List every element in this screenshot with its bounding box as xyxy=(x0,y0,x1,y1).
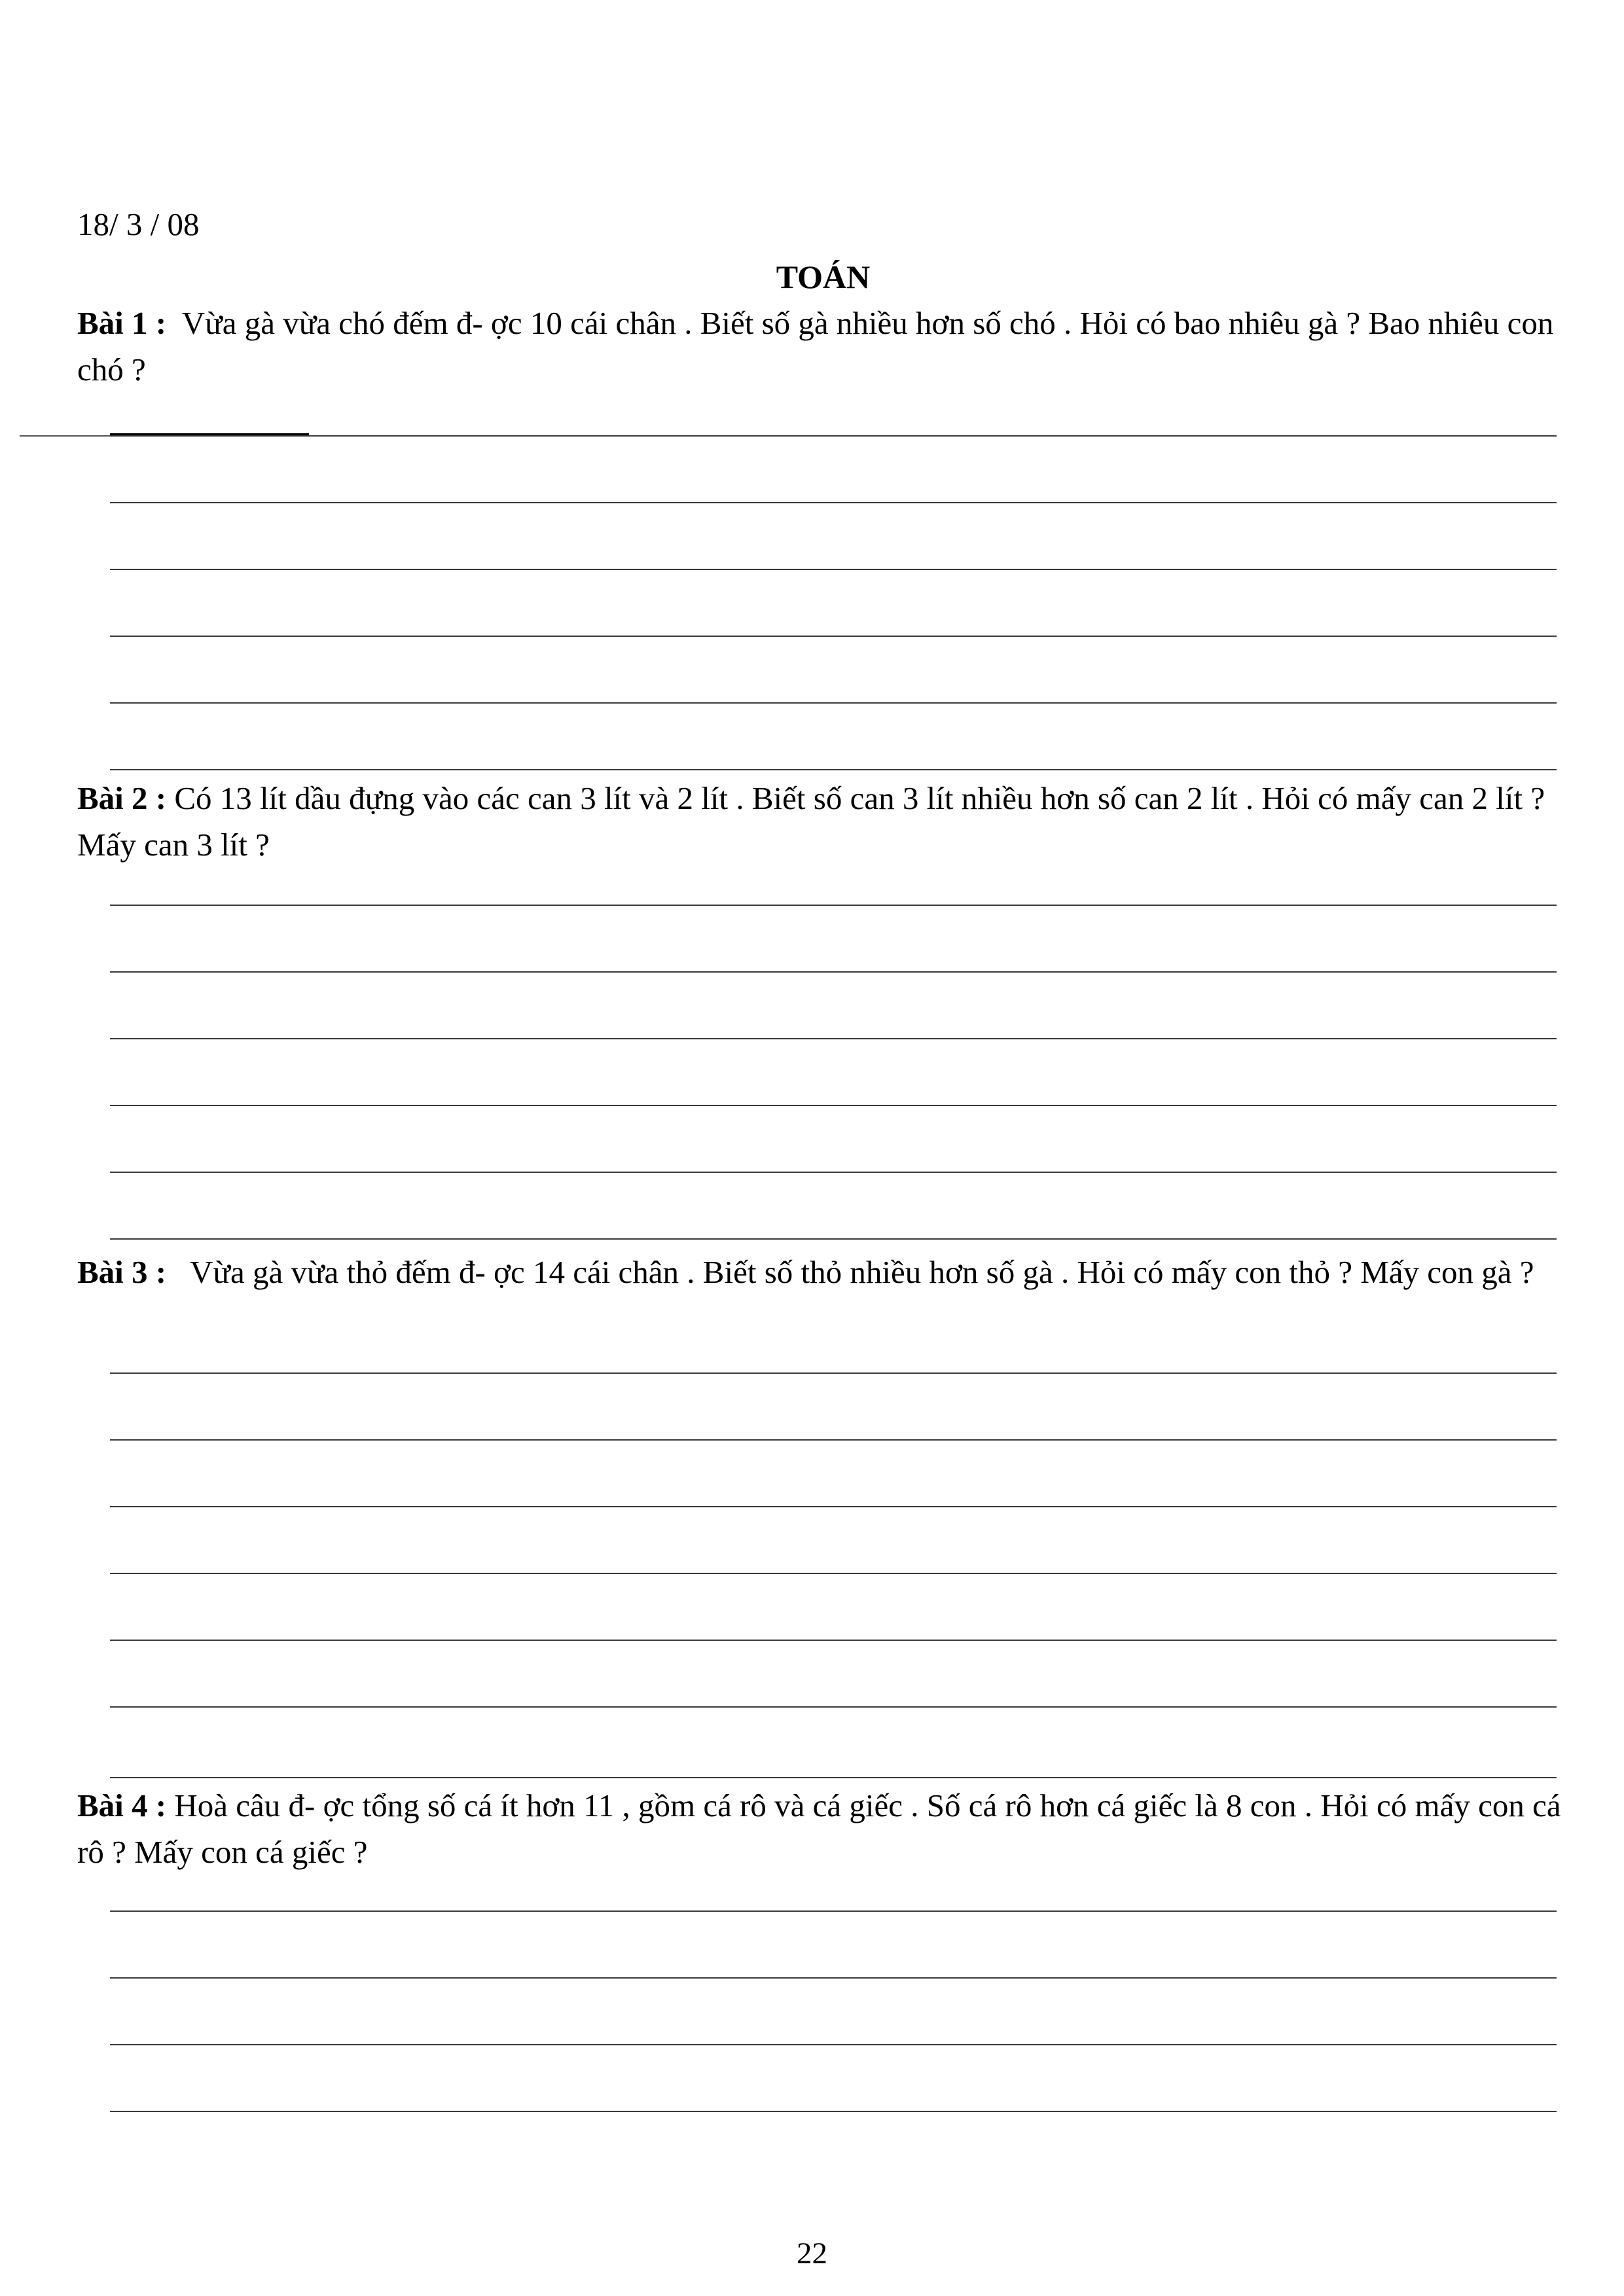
answer-line[interactable] xyxy=(110,2111,1557,2112)
problem-1-label: Bài 1 : xyxy=(77,305,167,341)
problem-2 xyxy=(77,775,1563,868)
problem-4-text: Hoà câu đ- ợc tổng số cá ít hơn 11 , gồm cá rô và cá giếc . Số cá rô hơn cá giếc là 8 con . Hỏi có mấy con cá rô ? Mấy con cá giếc ? xyxy=(77,1787,1561,1870)
answer-line[interactable] xyxy=(110,1439,1557,1441)
problem-1-text: Vừa gà vừa chó đếm đ- ợc 10 cái chân . Biết số gà nhiều hơn số chó . Hỏi có bao nhiêu gà ? Bao nhiêu con chó ? xyxy=(77,305,1554,387)
answer-line[interactable] xyxy=(110,1706,1557,1708)
answer-line[interactable] xyxy=(110,769,1557,770)
answer-line[interactable] xyxy=(110,905,1557,906)
answer-line[interactable] xyxy=(110,2044,1557,2045)
problem-2-label: Bài 2 : xyxy=(77,780,167,816)
problem-3 xyxy=(77,1249,1563,1295)
problem-3-text: Vừa gà vừa thỏ đếm đ- ợc 14 cái chân . Biết số thỏ nhiều hơn số gà . Hỏi có mấy con thỏ ? Mấy con gà ? xyxy=(190,1254,1534,1290)
answer-line[interactable] xyxy=(110,1105,1557,1106)
answer-line[interactable] xyxy=(110,502,1557,503)
answer-line[interactable] xyxy=(110,702,1557,704)
answer-line[interactable] xyxy=(110,1777,1557,1778)
page-title: TOÁN xyxy=(776,259,871,295)
problem-1 xyxy=(77,300,1563,393)
answer-line-margin xyxy=(20,435,110,437)
answer-line[interactable] xyxy=(110,1372,1557,1374)
problem-4-label: Bài 4 : xyxy=(77,1787,167,1823)
answer-line[interactable] xyxy=(110,1172,1557,1173)
answer-line[interactable] xyxy=(110,1573,1557,1574)
answer-line[interactable] xyxy=(110,1506,1557,1507)
answer-line[interactable] xyxy=(110,1977,1557,1979)
problem-2-text: Có 13 lít dầu đựng vào các can 3 lít và 2 lít . Biết số can 3 lít nhiều hơn số can 2 lít . Hỏi có mấy can 2 lít ? Mấy can 3 lít ? xyxy=(77,780,1545,863)
answer-line[interactable] xyxy=(110,1238,1557,1240)
answer-line[interactable] xyxy=(110,636,1557,637)
date: 18/ 3 / 08 xyxy=(77,206,200,242)
problem-4 xyxy=(77,1782,1563,1875)
answer-line[interactable] xyxy=(110,435,1557,437)
answer-line[interactable] xyxy=(110,971,1557,973)
problem-3-label: Bài 3 : xyxy=(77,1254,167,1290)
answer-line[interactable] xyxy=(110,569,1557,570)
page-number: 22 xyxy=(797,2236,827,2270)
answer-line[interactable] xyxy=(110,1640,1557,1641)
answer-line[interactable] xyxy=(110,1038,1557,1039)
answer-line[interactable] xyxy=(110,1910,1557,1912)
